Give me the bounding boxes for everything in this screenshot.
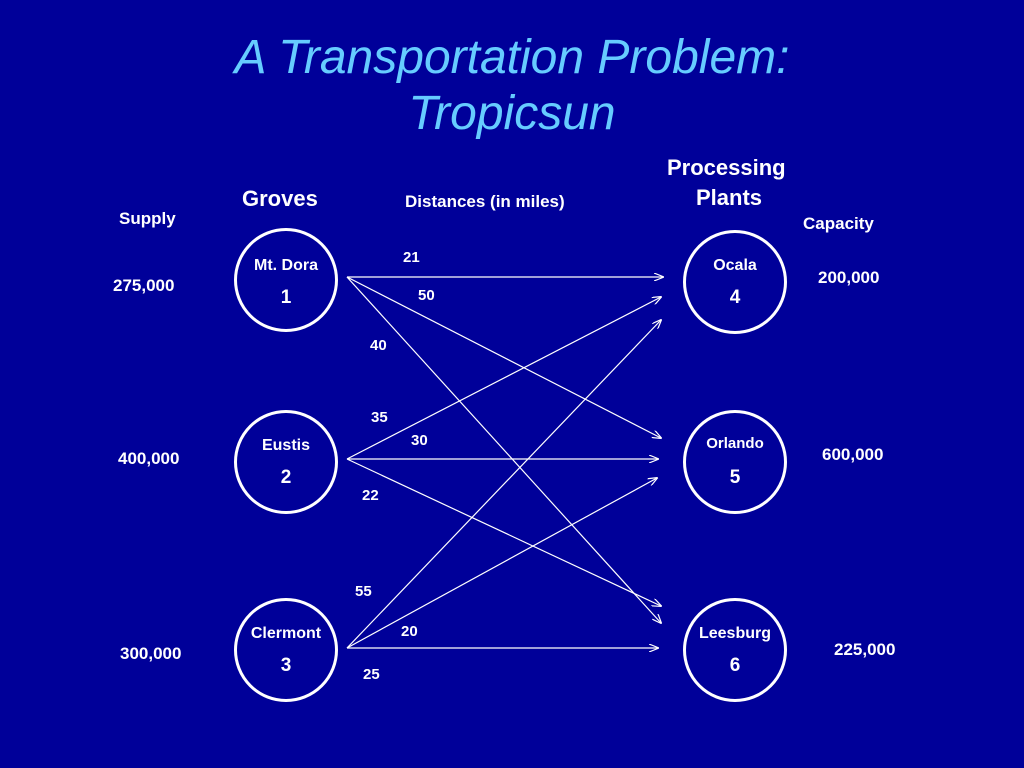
distance-label-2-4: 35 bbox=[371, 409, 388, 426]
plants-header-line2: Plants bbox=[696, 185, 763, 210]
grove-node-number: 3 bbox=[280, 655, 292, 676]
route-3-4-arrow bbox=[347, 320, 661, 648]
plants-header-line1: Processing bbox=[667, 155, 786, 180]
route-1-6-arrow bbox=[347, 277, 661, 623]
route-1-5-arrow bbox=[347, 277, 661, 438]
capacity-value-5: 600,000 bbox=[822, 445, 884, 464]
route-3-5-arrow bbox=[347, 478, 657, 648]
distance-label-1-6: 40 bbox=[370, 337, 387, 354]
plant-node-name: Leesburg bbox=[698, 625, 771, 642]
page-title-line2: Tropicsun bbox=[408, 87, 616, 140]
distance-label-2-5: 30 bbox=[411, 432, 428, 449]
supply-value-3: 300,000 bbox=[120, 644, 182, 663]
grove-node-number: 2 bbox=[280, 467, 292, 488]
grove-node-name: Clermont bbox=[250, 625, 322, 642]
plant-node-number: 5 bbox=[729, 467, 741, 488]
distance-label-3-5: 20 bbox=[401, 623, 418, 640]
plant-node-name: Ocala bbox=[713, 257, 757, 274]
supply-value-1: 275,000 bbox=[113, 276, 175, 295]
plant-node-name: Orlando bbox=[706, 435, 764, 452]
grove-node-1 bbox=[234, 228, 338, 332]
supply-header: Supply bbox=[119, 209, 176, 228]
plant-node-5 bbox=[683, 410, 787, 514]
grove-node-name: Eustis bbox=[261, 437, 310, 454]
grove-node-2 bbox=[234, 410, 338, 514]
distance-label-3-4: 55 bbox=[355, 583, 372, 600]
route-2-4-arrow bbox=[347, 297, 661, 459]
distance-label-3-6: 25 bbox=[363, 666, 380, 683]
plant-node-number: 4 bbox=[729, 287, 741, 308]
groves-header: Groves bbox=[242, 186, 318, 211]
capacity-header: Capacity bbox=[803, 214, 874, 233]
grove-node-number: 1 bbox=[280, 287, 292, 308]
grove-node-3 bbox=[234, 598, 338, 702]
page-title-line1: A Transportation Problem: bbox=[234, 31, 790, 84]
capacity-value-4: 200,000 bbox=[818, 268, 880, 287]
supply-value-2: 400,000 bbox=[118, 449, 180, 468]
plant-node-number: 6 bbox=[729, 655, 741, 676]
distances-header: Distances (in miles) bbox=[405, 192, 565, 211]
distance-label-2-6: 22 bbox=[362, 487, 379, 504]
distance-label-1-5: 50 bbox=[418, 287, 435, 304]
capacity-value-6: 225,000 bbox=[834, 640, 896, 659]
plant-node-6 bbox=[683, 598, 787, 702]
plant-node-4 bbox=[683, 230, 787, 334]
distance-label-1-4: 21 bbox=[403, 249, 420, 266]
route-2-6-arrow bbox=[347, 459, 661, 606]
grove-node-name: Mt. Dora bbox=[254, 257, 318, 274]
